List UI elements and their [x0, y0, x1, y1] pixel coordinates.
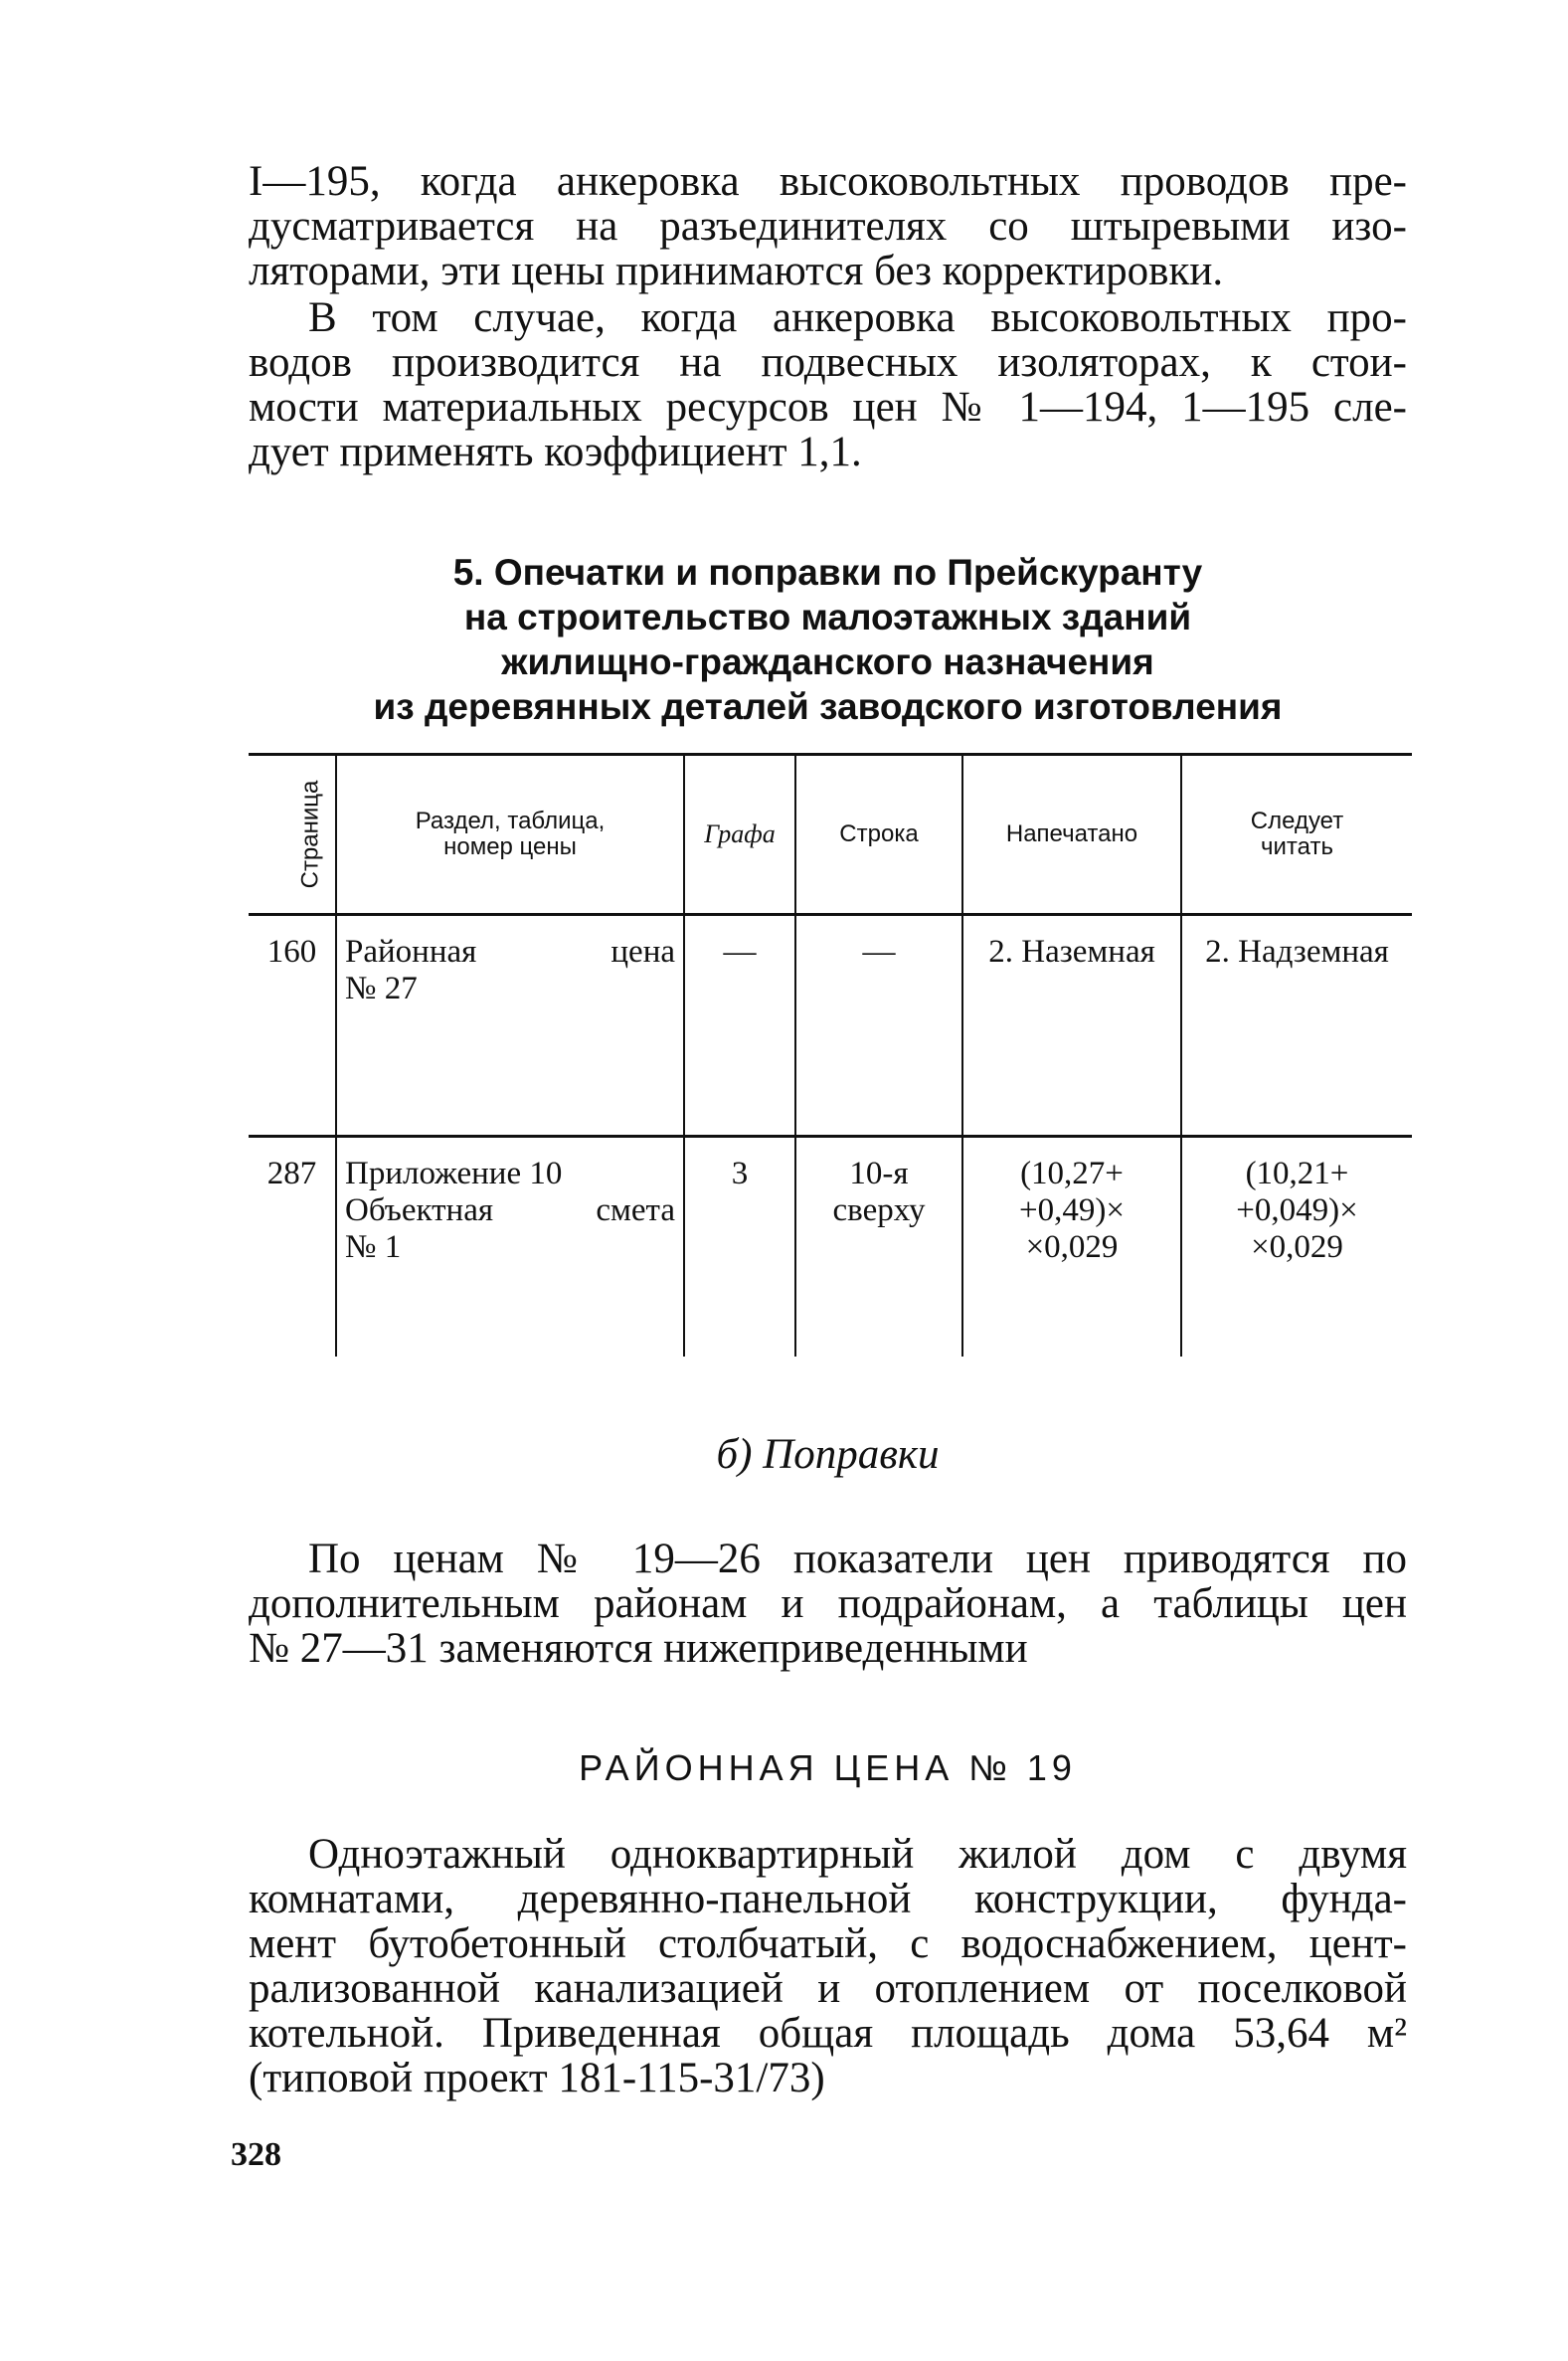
text-line: мости материальных ресурсов цен № 1—194, 1—195 сле-	[249, 384, 1407, 431]
corrections-paragraph	[249, 1537, 1407, 1671]
text-line: В том случае, когда анкеровка высоковольтных про-	[308, 294, 1407, 341]
cell-column: 3	[684, 1137, 795, 1358]
header-page: Страница	[249, 755, 336, 915]
anchoring-paragraph	[249, 295, 1407, 474]
heading-line: жилищно-гражданского назначения	[501, 641, 1154, 682]
header-should-read: Следует читать	[1181, 755, 1412, 915]
text-line: мент бутобетонный столбчатый, с водоснабжением, цент-	[249, 1920, 1407, 1967]
house-description	[249, 1832, 1407, 2100]
text-line: ляторами, эти цены принимаются без корректировки.	[249, 248, 1224, 294]
heading-line: 5. Опечатки и поправки по Прейскуранту	[452, 552, 1203, 593]
heading-line: на строительство малоэтажных зданий	[463, 597, 1192, 637]
header-column: Графа	[684, 755, 795, 915]
header-section: Раздел, таблица, номер цены	[336, 755, 684, 915]
cell-should-read: 2. Надземная	[1181, 915, 1412, 1137]
text-line: рализованной канализацией и отоплением от поселковой	[249, 1965, 1407, 2012]
text-line: водов производится на подвесных изоляторах, к стои-	[249, 339, 1407, 386]
table-header-row	[249, 755, 1412, 915]
table-row	[249, 1137, 1412, 1358]
text-line: I—195, когда анкеровка высоковольтных проводов пре-	[249, 158, 1407, 205]
text-line: котельной. Приведенная общая площадь дома 53,64 м²	[249, 2010, 1407, 2057]
cell-should-read: (10,21+ +0,049)× ×0,029	[1181, 1137, 1412, 1358]
cell-section: Приложение 10 Объектная смета № 1	[336, 1137, 684, 1358]
page-number: 328	[231, 2136, 281, 2173]
cell-row: 10-я сверху	[795, 1137, 962, 1358]
errata-table	[249, 753, 1412, 1357]
header-row: Строка	[795, 755, 962, 915]
cell-page: 287	[249, 1137, 336, 1358]
table-row	[249, 915, 1412, 1137]
section-heading	[249, 550, 1407, 729]
text-line: комнатами, деревянно-панельной конструкции, фунда-	[249, 1876, 1407, 1922]
intro-paragraph	[249, 159, 1407, 293]
heading-line: из деревянных деталей заводского изготовления	[373, 686, 1283, 727]
text-line: № 27—31 заменяются нижеприведенными	[249, 1625, 1028, 1672]
cell-section: Районная цена № 27	[336, 915, 684, 1137]
cell-row: —	[795, 915, 962, 1137]
cell-page: 160	[249, 915, 336, 1137]
text-line: Одноэтажный одноквартирный жилой дом с двумя	[308, 1831, 1407, 1878]
cell-printed: (10,27+ +0,49)× ×0,029	[962, 1137, 1181, 1358]
text-line: По ценам № 19—26 показатели цен приводятся по	[308, 1536, 1407, 1582]
header-printed: Напечатано	[962, 755, 1181, 915]
cell-column: —	[684, 915, 795, 1137]
text-line: дусматривается на разъединителях со штыревыми изо-	[249, 203, 1407, 250]
cell-printed: 2. Наземная	[962, 915, 1181, 1137]
text-line: дует применять коэффициент 1,1.	[249, 429, 862, 475]
text-line: дополнительным районам и подрайонам, а таблицы цен	[249, 1580, 1407, 1627]
price-caption: РАЙОННАЯ ЦЕНА № 19	[579, 1747, 1077, 1788]
text-line: (типовой проект 181-115-31/73)	[249, 2055, 825, 2101]
corrections-subheading: б) Поправки	[716, 1431, 940, 1478]
